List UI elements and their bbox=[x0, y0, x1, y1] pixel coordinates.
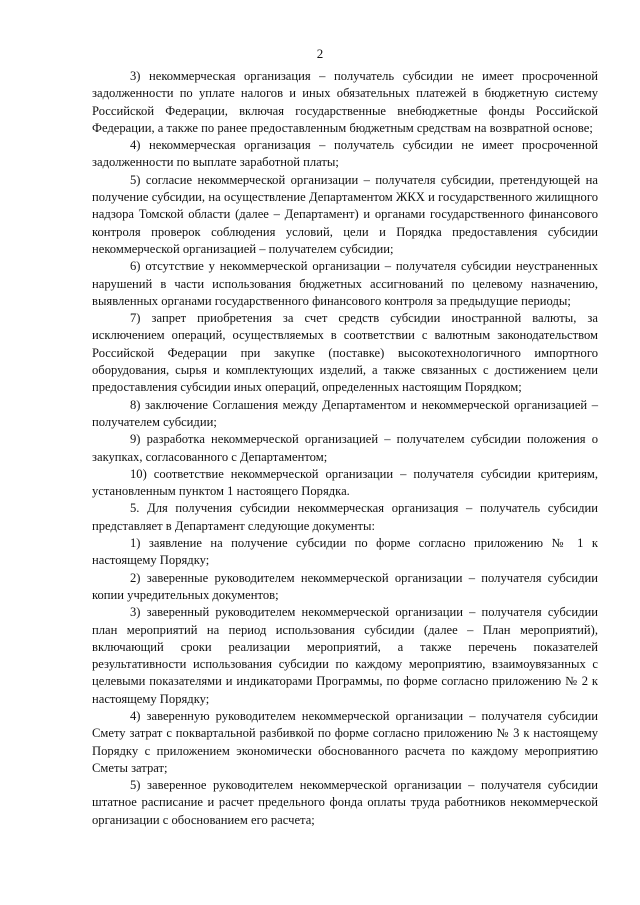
document-item-3: 3) заверенный руководителем некоммерческой организации – получателя субсидии план мероприятий на период использования субсидии (далее – План мероприятий), включающий сроки реализации мероприятий, а также перечень показателей результативности использования субсидии по каждому мероприятию, взаимоувязанных с целевыми показателями и индикаторами Программы, по форме согласно приложению № 2 к настоящему Порядку; bbox=[92, 605, 598, 706]
paragraph-item-5: 5) согласие некоммерческой организации – получателя субсидии, претендующей на получение субсидии, на осуществление Департаментом ЖКХ и государственного жилищного надзора Томской области (далее – Департамент) и органами государственного финансового контроля проверок соблюдения условий, цели и Порядка предоставления субсидии некоммерческой организацией – получателем субсидии; bbox=[92, 172, 598, 256]
paragraph-item-3: 3) некоммерческая организация – получатель субсидии не имеет просроченной задолженности по уплате налогов и иных обязательных платежей в бюджетную систему Российской Федерации, включая государственные внебюджетные фонды Российской Федерации, а также по ранее предоставленным бюджетным средствам на возвратной основе; bbox=[92, 69, 598, 135]
section-5-heading: 5. Для получения субсидии некоммерческая организация – получатель субсидии представляет в Департамент следующие документы: bbox=[92, 501, 598, 533]
page-number: 2 bbox=[316, 46, 324, 61]
paragraph-item-9: 9) разработка некоммерческой организацией – получателем субсидии положения о закупках, согласованного с Департаментом; bbox=[92, 432, 598, 464]
paragraph-item-8: 8) заключение Соглашения между Департаментом и некоммерческой организацией – получателем субсидии; bbox=[92, 397, 598, 429]
paragraph-item-7: 7) запрет приобретения за счет средств субсидии иностранной валюты, за исключением операций, осуществляемых в соответствии с валютным законодательством Российской Федерации при закупке (поставке) высокотехнологичного импортного оборудования, сырья и комплектующих изделий, а также связанных с достижением цели предоставления субсидии иных операций, определенных настоящим Порядком; bbox=[92, 311, 598, 395]
document-item-1: 1) заявление на получение субсидии по форме согласно приложению № 1 к настоящему Порядку; bbox=[92, 536, 598, 568]
document-item-5: 5) заверенное руководителем некоммерческой организации – получателя субсидии штатное расписание и расчет предельного фонда оплаты труда работников некоммерческой организации с обоснованием его расчета; bbox=[92, 778, 598, 827]
document-item-4: 4) заверенную руководителем некоммерческой организации – получателя субсидии Смету затрат с поквартальной разбивкой по форме согласно приложению № 3 к настоящему Порядку с приложением экономически обоснованного расчета по каждому мероприятию Сметы затрат; bbox=[92, 708, 598, 775]
document-item-2: 2) заверенные руководителем некоммерческой организации – получателя субсидии копии учредительных документов; bbox=[92, 570, 598, 602]
paragraph-item-6: 6) отсутствие у некоммерческой организации – получателя субсидии неустраненных нарушений в части использования бюджетных ассигнований по целевому назначению, выявленных органами государственного финансового контроля за предыдущие периоды; bbox=[92, 259, 598, 308]
paragraph-item-4: 4) некоммерческая организация – получатель субсидии не имеет просроченной задолженности по выплате заработной платы; bbox=[92, 138, 598, 170]
document-body bbox=[92, 68, 598, 829]
paragraph-item-10: 10) соответствие некоммерческой организации – получателя субсидии критериям, установленным пунктом 1 настоящего Порядка. bbox=[92, 466, 598, 499]
